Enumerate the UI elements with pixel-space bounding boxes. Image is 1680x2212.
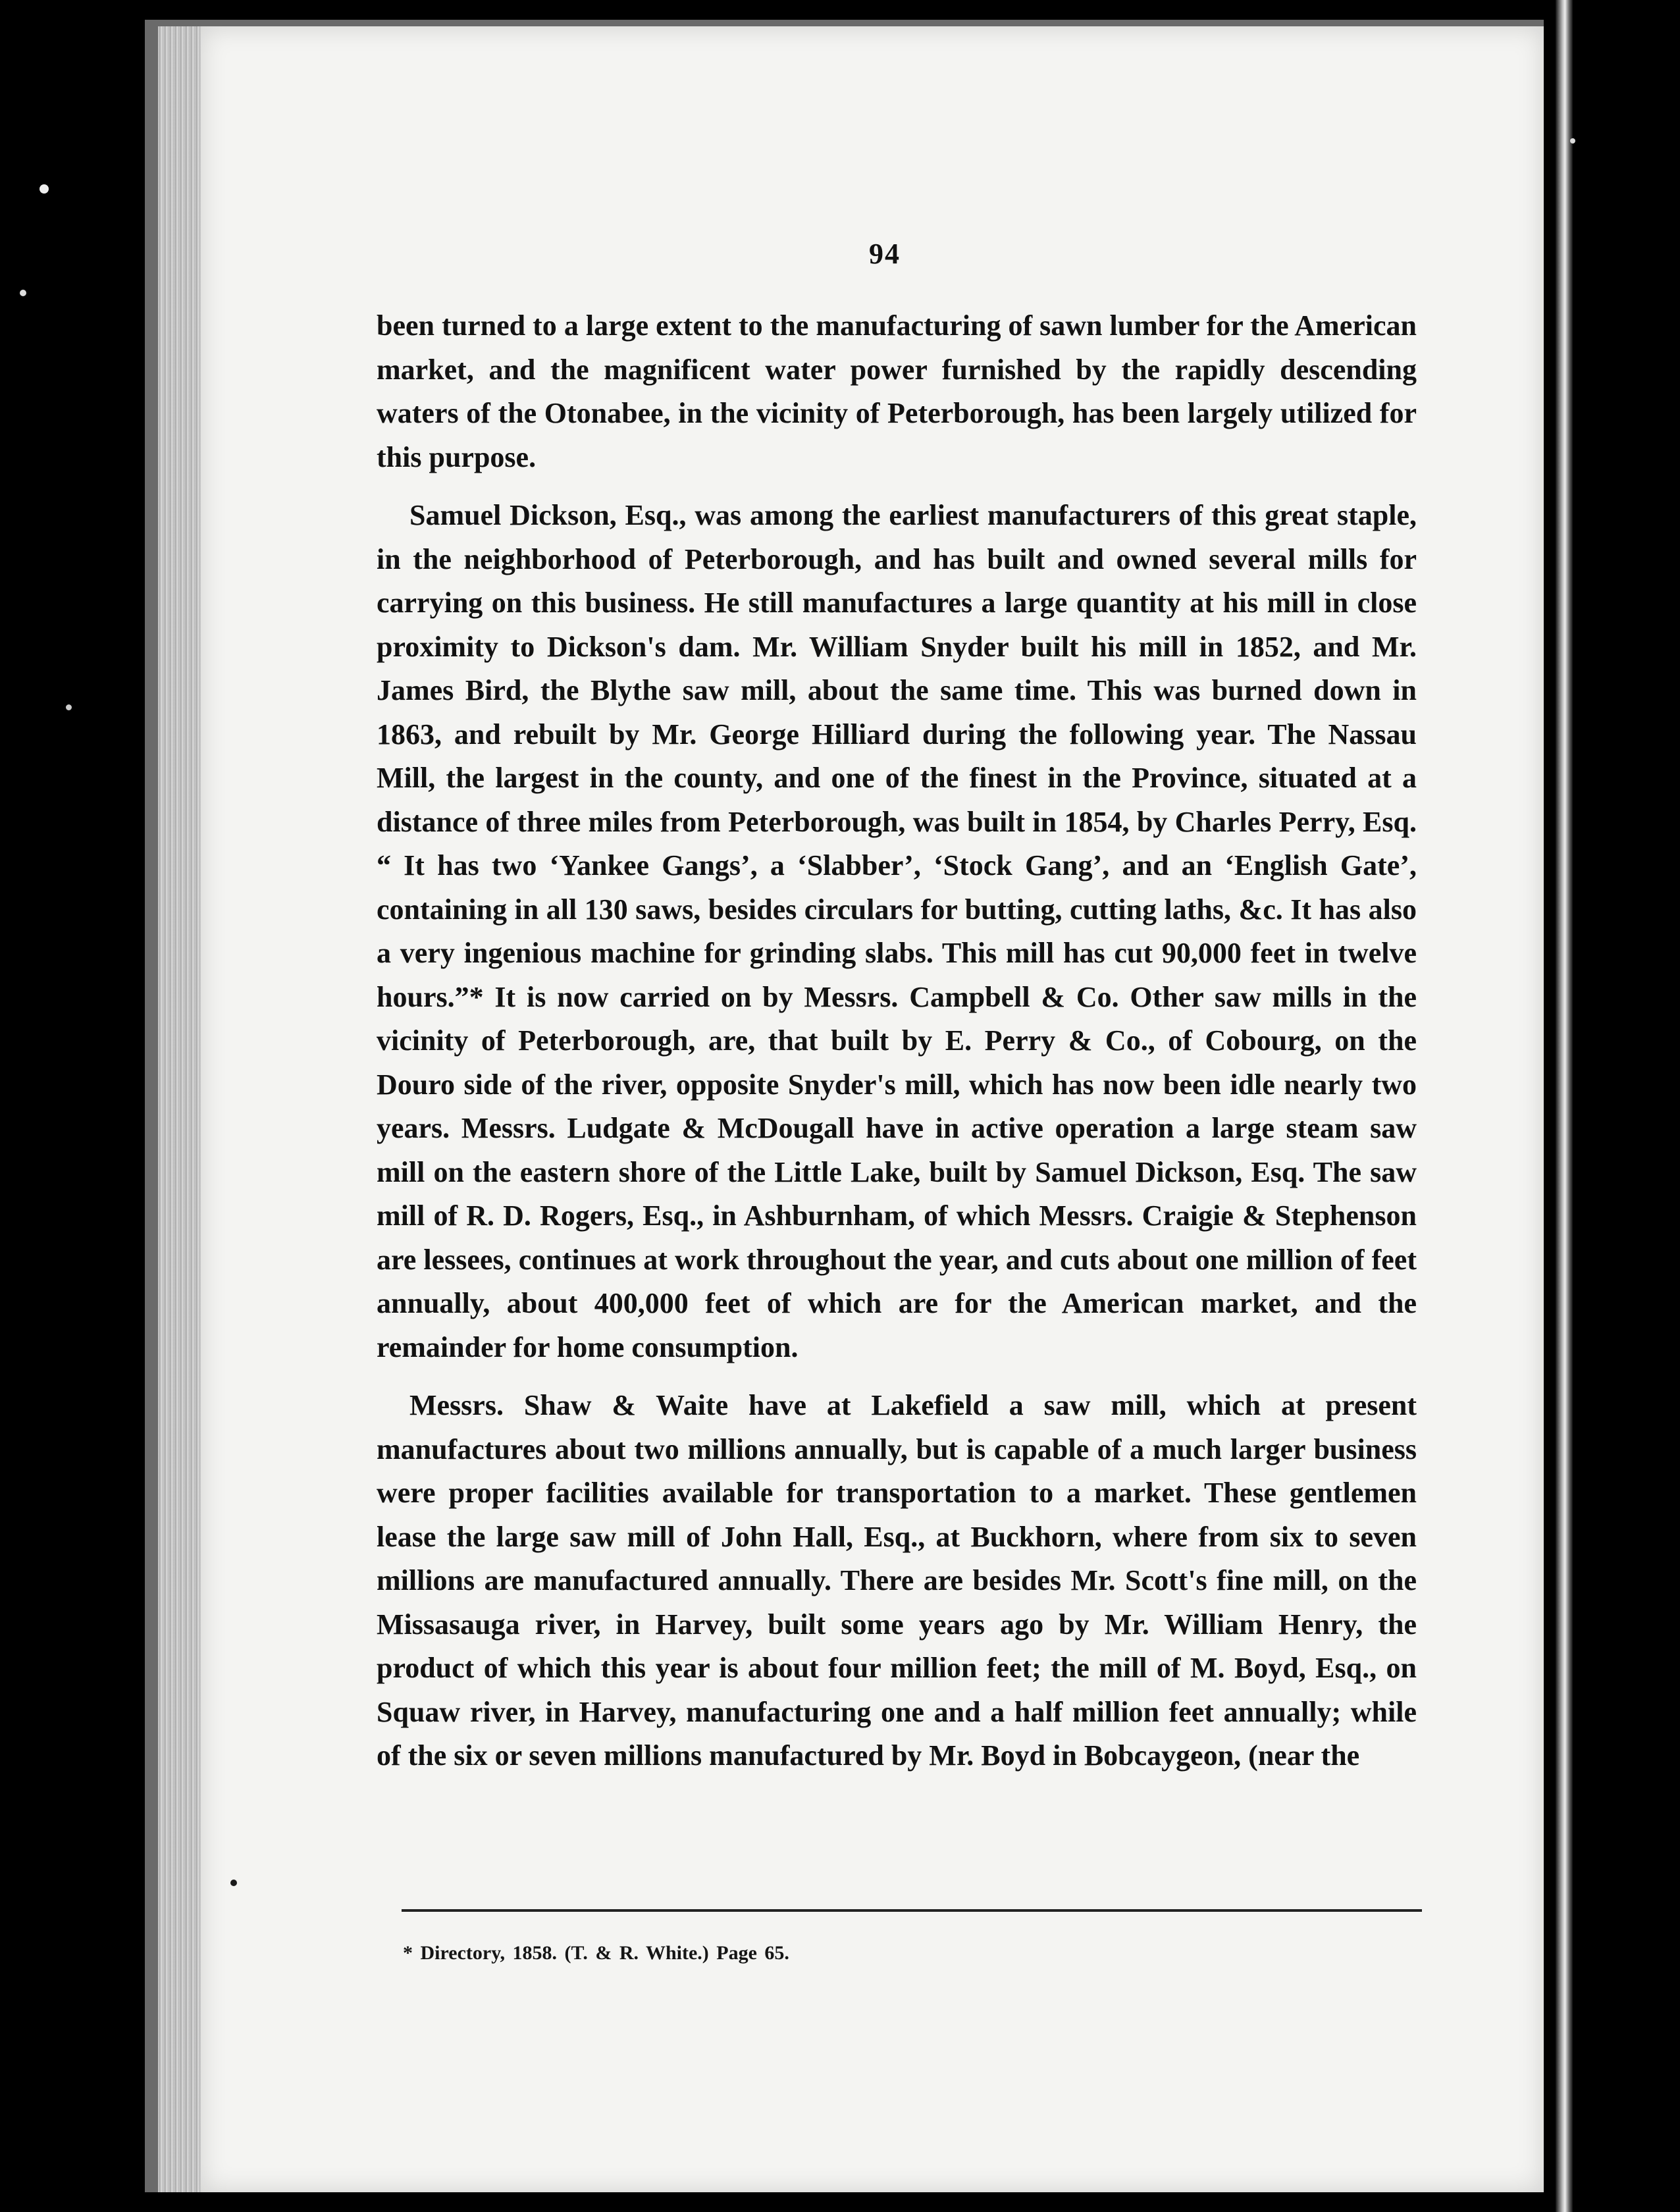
footnote: * Directory, 1858. (T. & R. White.) Page 65. (403, 1942, 789, 1964)
body-text (377, 304, 1417, 1793)
paragraph-2: Samuel Dickson, Esq., was among the earliest manufacturers of this great staple, in the neighborhood of Peterborough, and has built and owned several mills for carrying on this business. He still manufactures a large quantity at his mill in close proximity to Dickson's dam. Mr. William Snyder built his mill in 1852, and Mr. James Bird, the Blythe saw mill, about the same time. This was burned down in 1863, and rebuilt by Mr. George Hilliard during the following year. The Nassau Mill, the largest in the county, and one of the finest in the Province, situated at a distance of three miles from Peterborough, was built in 1854, by Charles Perry, Esq. “ It has two ‘Yankee Gangs’, a ‘Slabber’, ‘Stock Gang’, and an ‘English Gate’, containing in all 130 saws, besides circulars for butting, cutting laths, &c. It has also a very ingenious machine for grinding slabs. This mill has cut 90,000 feet in twelve hours.”* It is now carried on by Messrs. Campbell & Co. Other saw mills in the vicinity of Peterborough, are, that built by E. Perry & Co., of Cobourg, on the Douro side of the river, opposite Snyder's mill, which has now been idle nearly two years. Messrs. Ludgate & McDougall have in active operation a large steam saw mill on the eastern shore of the Little Lake, built by Samuel Dickson, Esq. The saw mill of R. D. Rogers, Esq., in Ashburnham, of which Messrs. Craigie & Stephenson are lessees, continues at work throughout the year, and cuts about one million of feet annually, about 400,000 feet of which are for the American market, and the remainder for home consumption. (377, 499, 1417, 1363)
paragraph-3: Messrs. Shaw & Waite have at Lakefield a saw mill, which at present manufactures about two millions annually, but is capable of a much larger business were proper facilities available for transportation to a market. These gentlemen lease the large saw mill of John Hall, Esq., at Buckhorn, where from six to seven millions are manufactured annually. There are besides Mr. Scott's fine mill, on the Missasauga river, in Harvey, built some years ago by Mr. William Henry, the product of which this year is about four million feet; the mill of M. Boyd, Esq., on Squaw river, in Harvey, manufacturing one and a half million feet annually; while of the six or seven millions manufactured by Mr. Boyd in Bobcaygeon, (near the (377, 1389, 1417, 1772)
book-binding (1544, 0, 1680, 2212)
paragraph-1: been turned to a large extent to the manufacturing of sawn lumber for the American market, and the magnificent water power furnished by the rapidly descending waters of the Otonabee, in the vicinity of Peterborough, has been largely utilized for this purpose. (377, 309, 1417, 473)
footnote-rule (402, 1909, 1422, 1912)
scan-speck (20, 290, 26, 296)
binding-strip (1556, 0, 1573, 2212)
scan-speck (66, 704, 72, 710)
page-number: 94 (869, 238, 901, 270)
scan-speck (230, 1880, 237, 1886)
scan-speck (1570, 138, 1575, 144)
scan-speck (39, 184, 49, 194)
page-edge-stack (158, 26, 204, 2192)
